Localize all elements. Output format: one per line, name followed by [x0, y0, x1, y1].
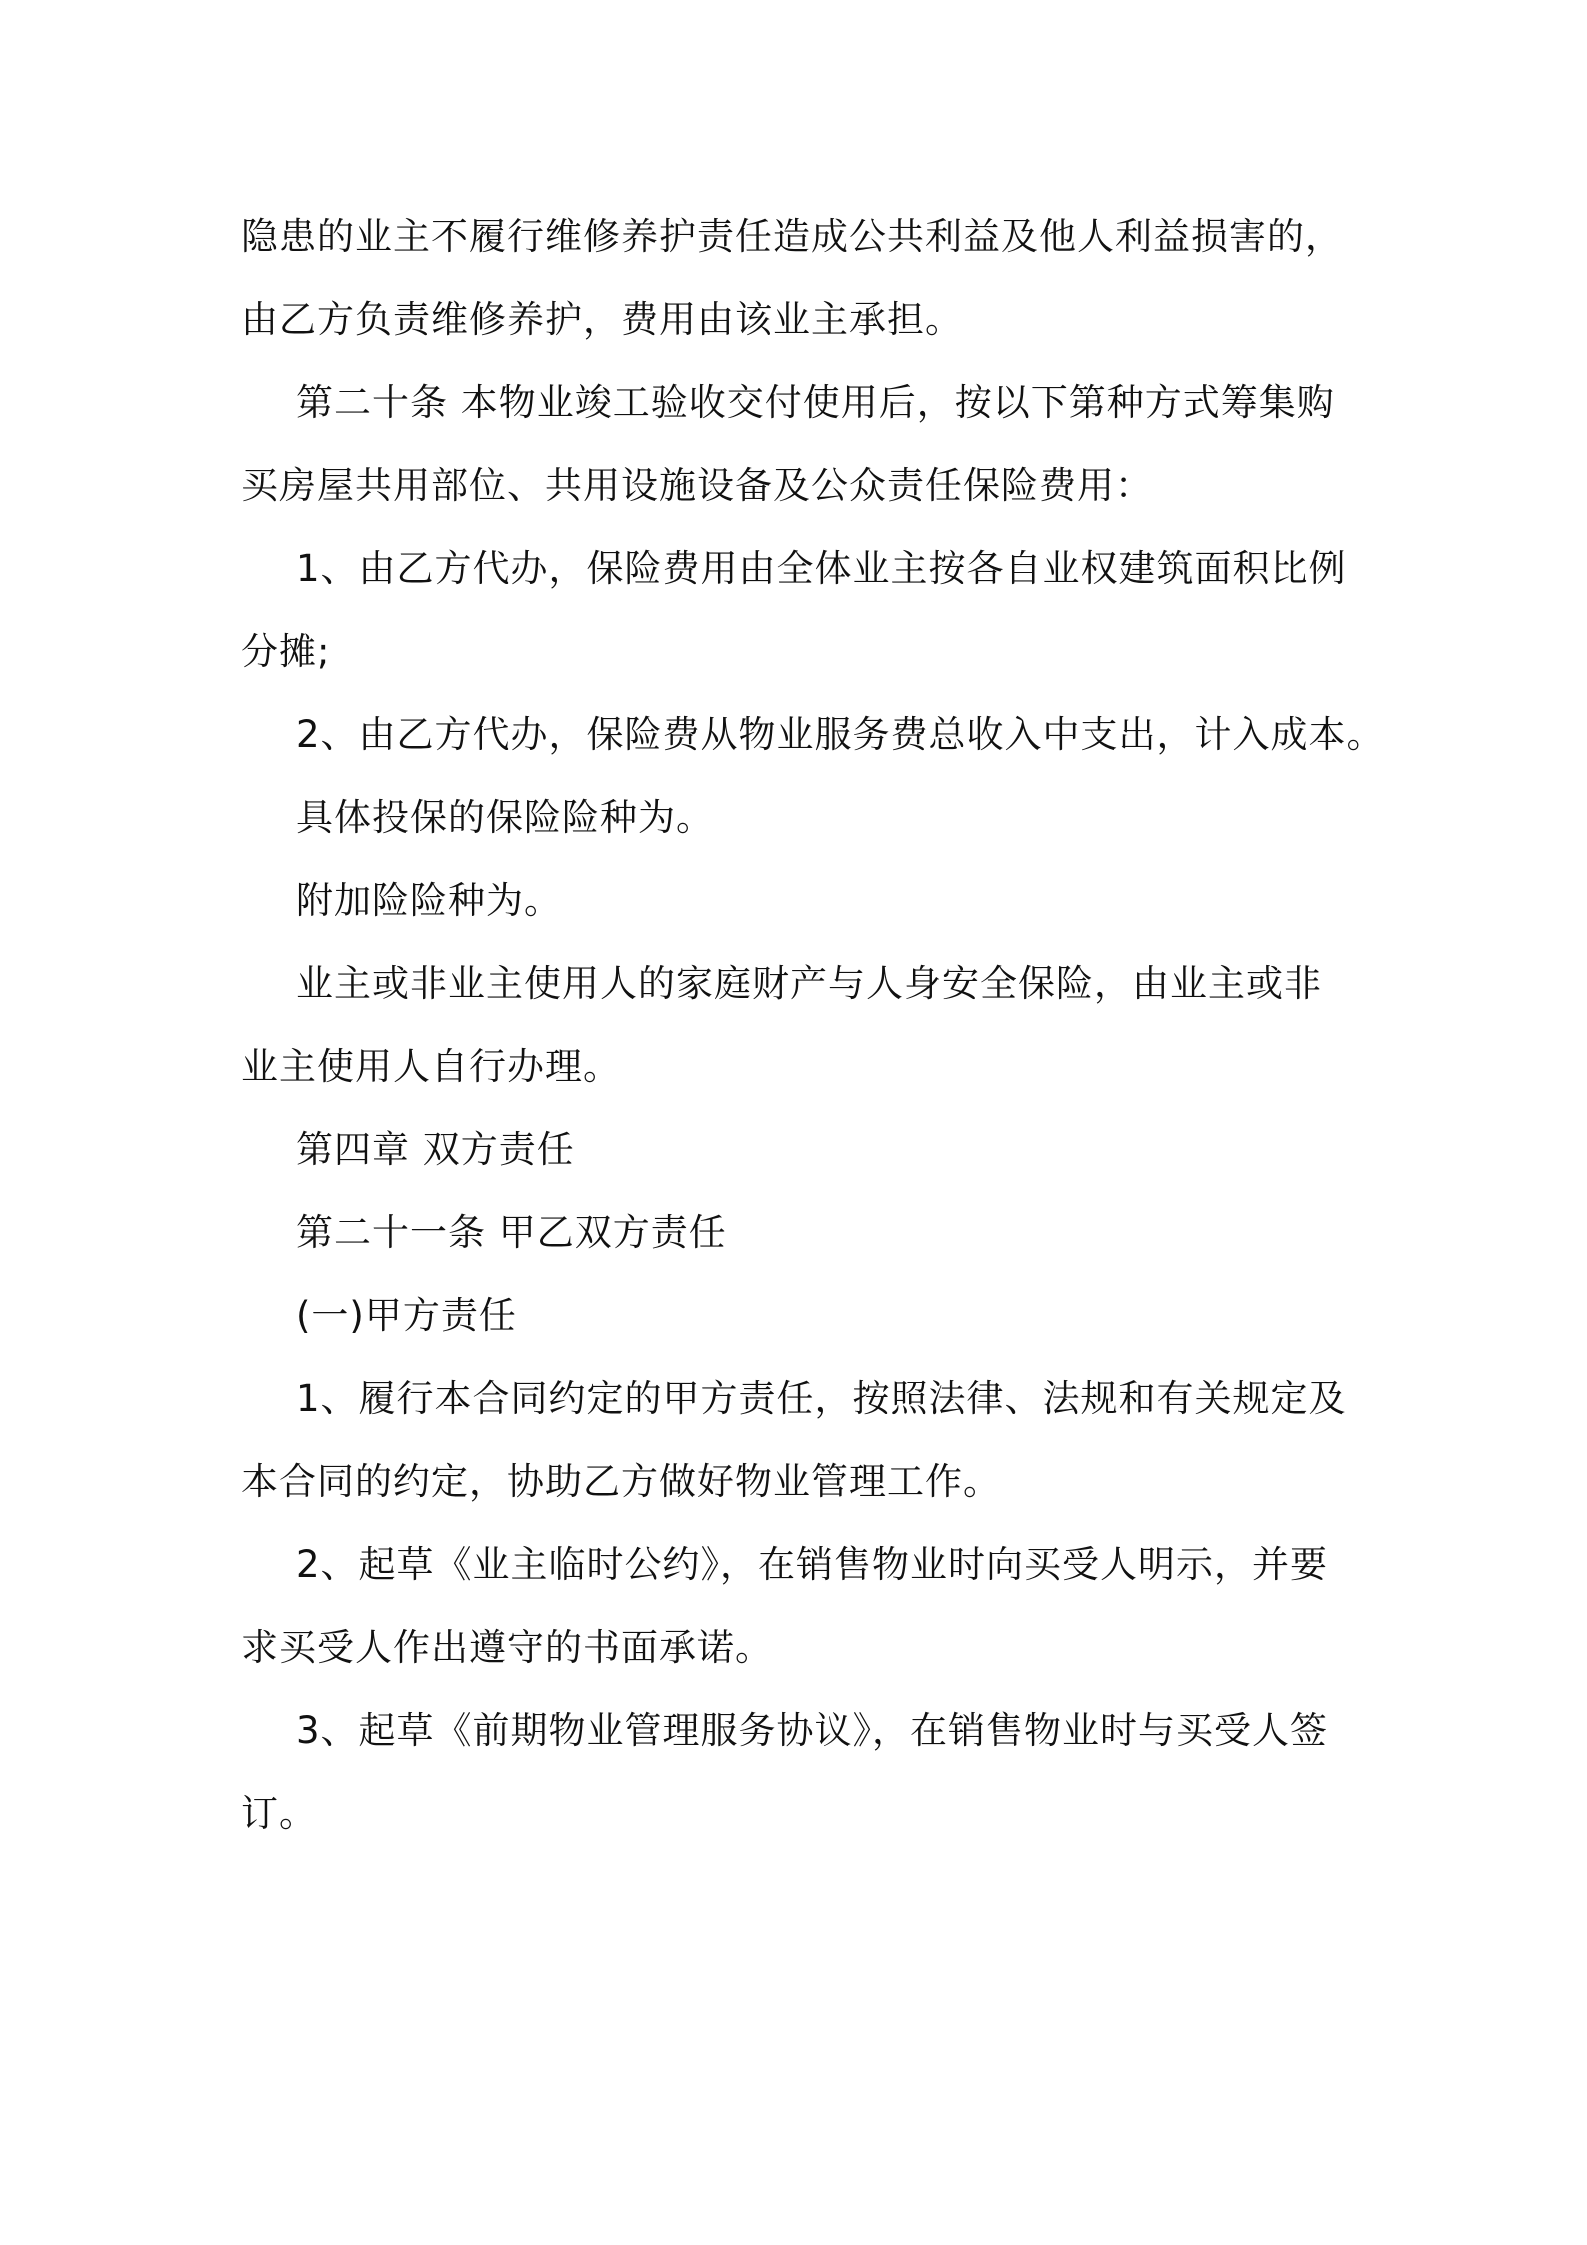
chapter-heading: 第四章 双方责任: [296, 1128, 575, 1171]
text-line: 业主或非业主使用人的家庭财产与人身安全保险，由业主或非: [296, 962, 1322, 1005]
text-line: 1、由乙方代办，保险费用由全体业主按各自业权建筑面积比例: [296, 547, 1347, 590]
text-line: 2、起草《业主临时公约》，在销售物业时向买受人明示，并要: [296, 1543, 1329, 1586]
text-line: 买房屋共用部位、共用设施设备及公众责任保险费用：: [241, 464, 1153, 507]
text-line: 求买受人作出遵守的书面承诺。: [241, 1626, 773, 1669]
text-line: 隐患的业主不履行维修养护责任造成公共利益及他人利益损害的，: [241, 215, 1343, 258]
text-line: 具体投保的保险险种为。: [296, 796, 714, 839]
text-line: 第二十条 本物业竣工验收交付使用后，按以下第种方式筹集购: [296, 381, 1335, 424]
text-line: 2、由乙方代办，保险费从物业服务费总收入中支出，计入成本。: [296, 713, 1385, 756]
section-heading: (一)甲方责任: [296, 1294, 517, 1337]
text-line: 本合同的约定，协助乙方做好物业管理工作。: [241, 1460, 1001, 1503]
text-line: 3、起草《前期物业管理服务协议》，在销售物业时与买受人签: [296, 1709, 1329, 1752]
text-line: 由乙方负责维修养护，费用由该业主承担。: [241, 298, 963, 341]
text-line: 业主使用人自行办理。: [241, 1045, 621, 1088]
text-line: 订。: [241, 1792, 317, 1835]
text-line: 1、履行本合同约定的甲方责任，按照法律、法规和有关规定及: [296, 1377, 1347, 1420]
article-heading: 第二十一条 甲乙双方责任: [296, 1211, 727, 1254]
text-line: 分摊;: [241, 630, 331, 673]
text-line: 附加险险种为。: [296, 879, 562, 922]
